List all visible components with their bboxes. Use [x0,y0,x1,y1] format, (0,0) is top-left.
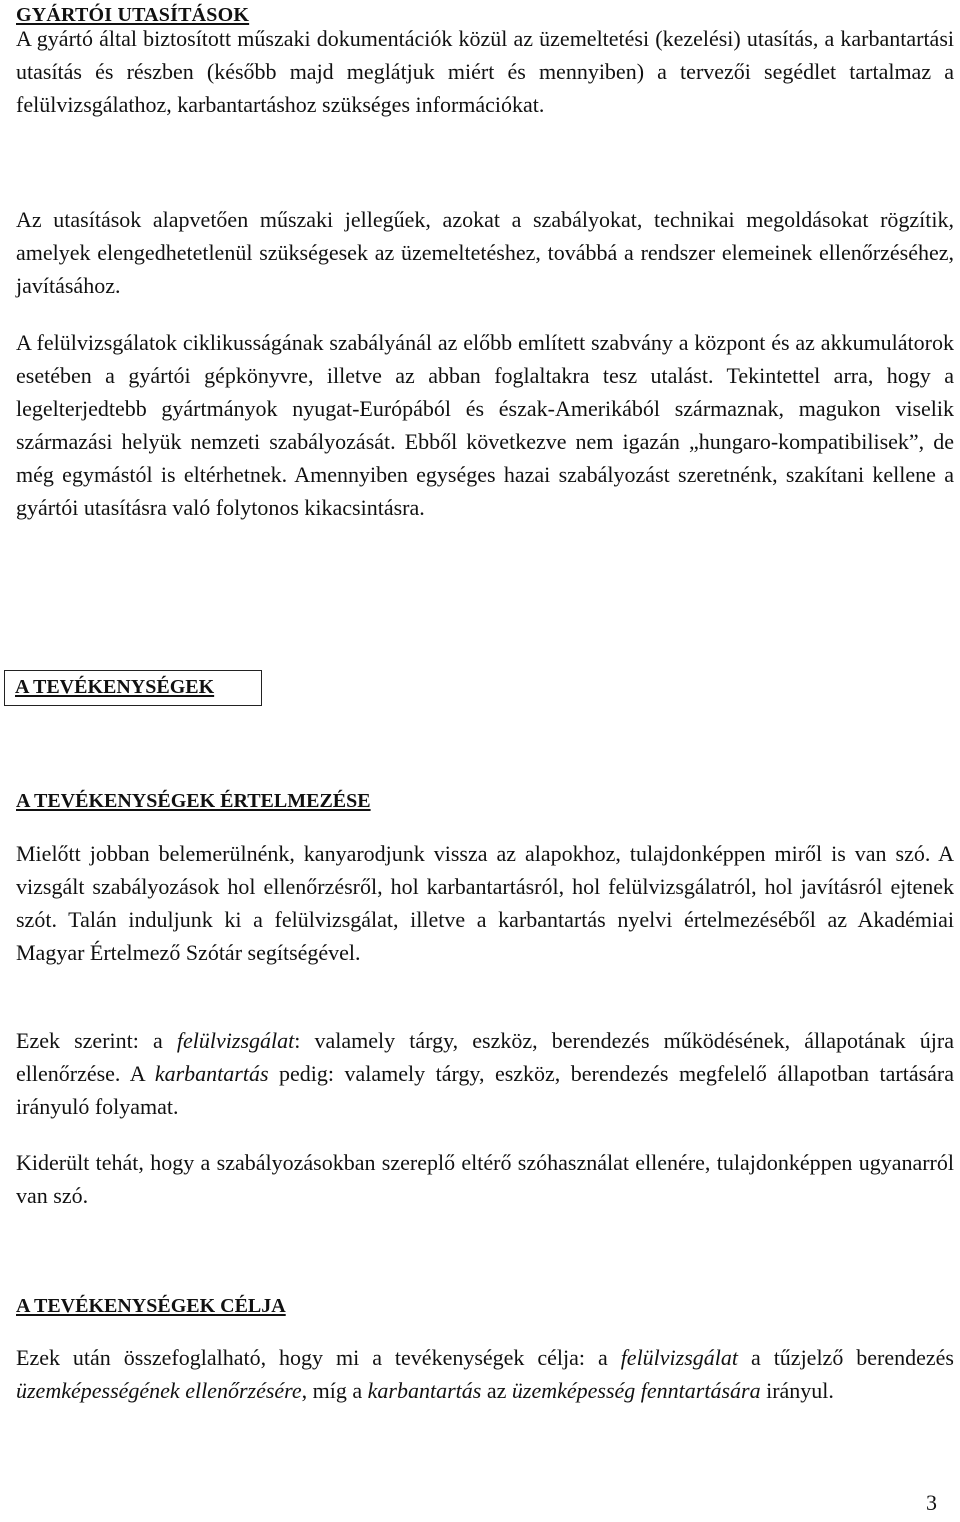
subheading-ertelmezese: A TEVÉKENYSÉGEK ÉRTELMEZÉSE [16,790,371,812]
paragraph-7 [16,1341,954,1407]
paragraph-5-text-1: Ezek szerint: a [16,1028,177,1053]
subheading-celja: A TEVÉKENYSÉGEK CÉLJA [16,1295,286,1317]
paragraph-7-text-3: , míg a [301,1378,368,1403]
paragraph-4: Mielőtt jobban belemerülnénk, kanyarodjunk vissza az alapokhoz, tulajdonképpen miről is van szó. A vizsgált szabályozások hol ellenőrzésről, hol karbantartásról, hol felülvizsgálatról, hol javításról ejtenek szót. Talán induljunk ki a felülvizsgálat, illetve a karbantartás nyelvi értelmezéséből az Akadémiai Magyar Értelmező Szótár segítségével. [16,841,954,965]
paragraph-7-text-5: irányul. [760,1378,834,1403]
paragraph-1: A gyártó által biztosított műszaki dokumentációk közül az üzemeltetési (kezelési) utasítás, a karbantartási utasítás és részben (később majd meglátjuk miért és mennyiben) a tervezői segédlet tartalmaz a felülvizsgálathoz, karbantartáshoz szükséges információkat. [16,26,954,117]
section-heading-gyartoi-utasitasok: GYÁRTÓI UTASÍTÁSOK [16,4,250,26]
paragraph-7-term-uzemkepesseg-ellenorzese: üzemképességének ellenőrzésére [16,1378,302,1403]
paragraph-6: Kiderült tehát, hogy a szabályozásokban szereplő eltérő szóhasználat ellenére, tulajdonképpen ugyanarról van szó. [16,1150,954,1208]
paragraph-5-term-felulvizsgalat: felülvizsgálat [176,1028,295,1053]
boxed-section-heading [4,670,262,706]
paragraph-5-text-2: : valamely tárgy, eszköz, berendezés működésének, állapotának újra ellenőrzése. A [16,1028,954,1086]
page-number: 3 [926,1490,937,1515]
paragraph-7-text-1: Ezek után összefoglalható, hogy mi a tevékenységek célja: a [16,1345,621,1370]
boxed-section-heading-text: A TEVÉKENYSÉGEK [15,676,215,698]
paragraph-2: Az utasítások alapvetően műszaki jellegűek, azokat a szabályokat, technikai megoldásokat rögzítik, amelyek elengedhetetlenül szükségesek az üzemeltetéshez, továbbá a rendszer elemeinek ellenőrzéséhez, javításához. [16,207,954,298]
paragraph-5-term-karbantartas: karbantartás [154,1061,269,1086]
paragraph-7-term-felulvizsgalat: felülvizsgálat [620,1345,739,1370]
paragraph-5 [16,1024,954,1123]
paragraph-3: A felülvizsgálatok ciklikusságának szabályánál az előbb említett szabvány a központ és az akkumulátorok esetében a gyártói gépkönyvre, illetve az abban foglaltakra tesz utalást. Tekintettel arra, hogy a legelterjedtebb gyártmányok nyugat-Európából és észak-Amerikából származnak, magukon viselik származási helyük nemzeti szabályozását. Ebből következve nem igazán „hungaro-kompatibilisek”, de még egymástól is eltérhetnek. Amennyiben egységes hazai szabályozást szeretnénk, szakítani kellene a gyártói utasításra való folytonos kikacsintásra. [16,330,954,520]
paragraph-7-term-karbantartas: karbantartás [367,1378,482,1403]
paragraph-7-term-uzemkepesseg-fenntartasa: üzemképesség fenntartására [511,1378,761,1403]
paragraph-5-text-3: pedig: valamely tárgy, eszköz, berendezés megfelelő állapotban tartására irányuló folyamat. [16,1061,954,1119]
paragraph-7-text-4: az [481,1378,512,1403]
paragraph-7-text-2: a tűzjelző berendezés [738,1345,954,1370]
